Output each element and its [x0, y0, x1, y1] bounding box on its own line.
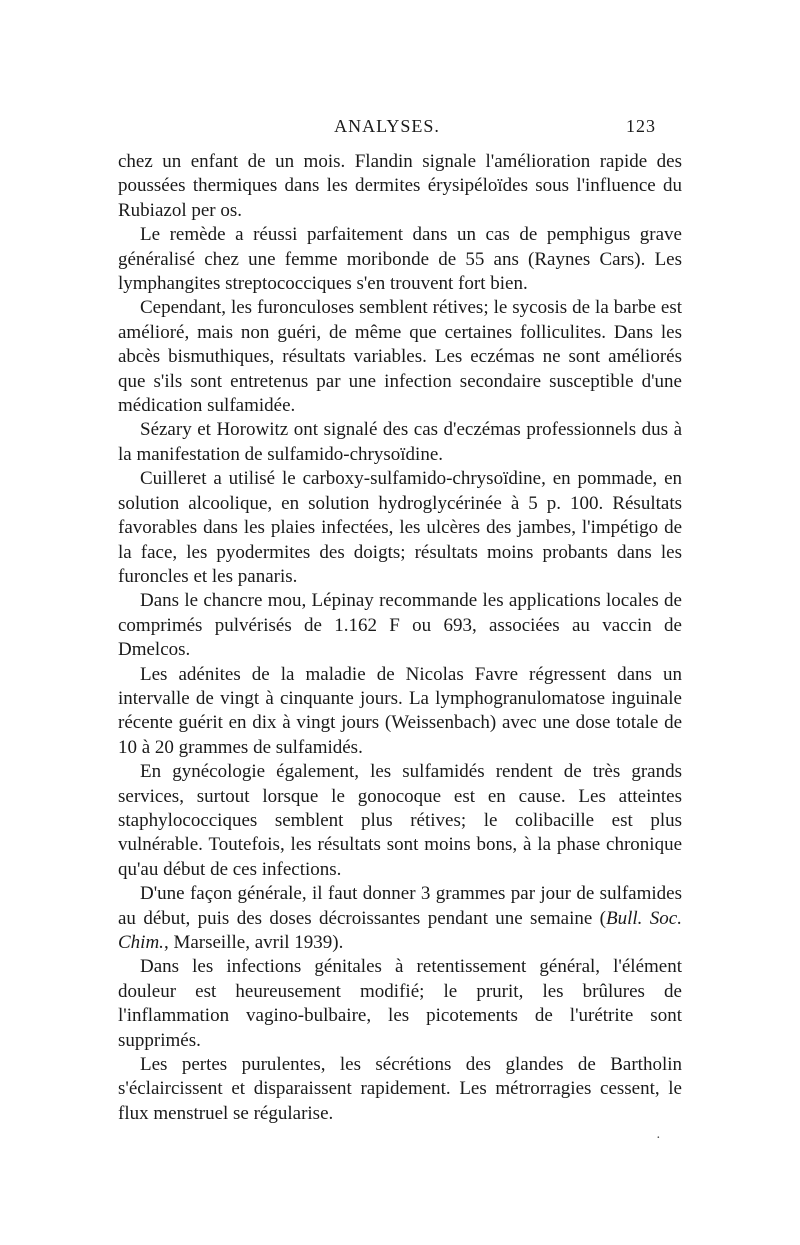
paragraph-5: Cuilleret a utilisé le carboxy-sulfamido-chrysoïdine, en pommade, en solution alcoolique, en solution hydroglycérinée à 5 p. 100. Résultats favorables dans les plaies infectées, les ulcères des jambes, l'impétigo de la face, les pyodermites des doigts; résultats moins probants dans les furoncles et les panaris.: [118, 468, 682, 587]
paragraph-8: En gynécologie également, les sulfamidés rendent de très grands services, surtout lorsque le gonocoque est en cause. Les atteintes staphylococciques semblent plus rétives; le colibacille est plus vulnérable. Toutefois, les résultats sont moins bons, à la phase chronique qu'au début de ces infections.: [118, 761, 682, 880]
journal-citation: Bull. Soc. Chim.: [118, 907, 682, 953]
page-header: [118, 116, 656, 138]
paragraph-2: Le remède a réussi parfaitement dans un cas de pemphigus grave généralisé chez une femme moribonde de 55 ans (Raynes Cars). Les lymphangites streptococciques s'en trouvent fort bien.: [118, 224, 682, 295]
paragraph-6: Dans le chancre mou, Lépinay recommande les applications locales de comprimés pulvérisés de 1.162 F ou 693, associées au vaccin de Dmelcos.: [118, 590, 682, 661]
paragraph-3: Cependant, les furonculoses semblent rétives; le sycosis de la barbe est amélioré, mais non guéri, de même que certaines folliculites. Dans les abcès bismuthiques, résultats variables. Les eczémas ne sont améliorés que s'ils sont entretenus par une infection secondaire susceptible d'une médication sulfamidée.: [118, 297, 682, 417]
paragraph-7: Les adénites de la maladie de Nicolas Favre régressent dans un intervalle de vingt à cinquante jours. La lymphogranulomatose inguinale récente guérit en dix à vingt jours (Weissenbach) avec une dose totale de 10 à 20 grammes de sulfamidés.: [118, 663, 682, 758]
paragraph-1: chez un enfant de un mois. Flandin signale l'amélioration rapide des poussées thermiques dans les dermites érysipéloïdes sous l'influence du Rubiazol per os.: [118, 151, 682, 221]
body-text: [118, 150, 682, 1126]
paragraph-9: [118, 882, 682, 955]
paragraph-4: Sézary et Horowitz ont signalé des cas d'eczémas professionnels dus à la manifestation de sulfamido-chrysoïdine.: [118, 419, 682, 465]
stray-dot: ·: [656, 1131, 661, 1146]
running-title: ANALYSES.: [334, 116, 440, 136]
paragraph-9-tail: , Marseille, avril 1939).: [163, 932, 344, 953]
paragraph-11: Les pertes purulentes, les sécrétions des glandes de Bartholin s'éclaircissent et disparaissent rapidement. Les métrorragies cessent, le flux menstruel se régularise.: [118, 1054, 682, 1124]
page-number: 123: [626, 116, 656, 136]
paragraph-10: Dans les infections génitales à retentissement général, l'élément douleur est heureusement modifié; le prurit, les brûlures de l'inflammation vagino-bulbaire, les picotements de l'urétrite sont supprimés.: [118, 956, 682, 1051]
paragraph-9-text: D'une façon générale, il faut donner 3 grammes par jour de sulfamides au début, puis des doses décroissantes pendant une semaine (: [118, 883, 682, 929]
